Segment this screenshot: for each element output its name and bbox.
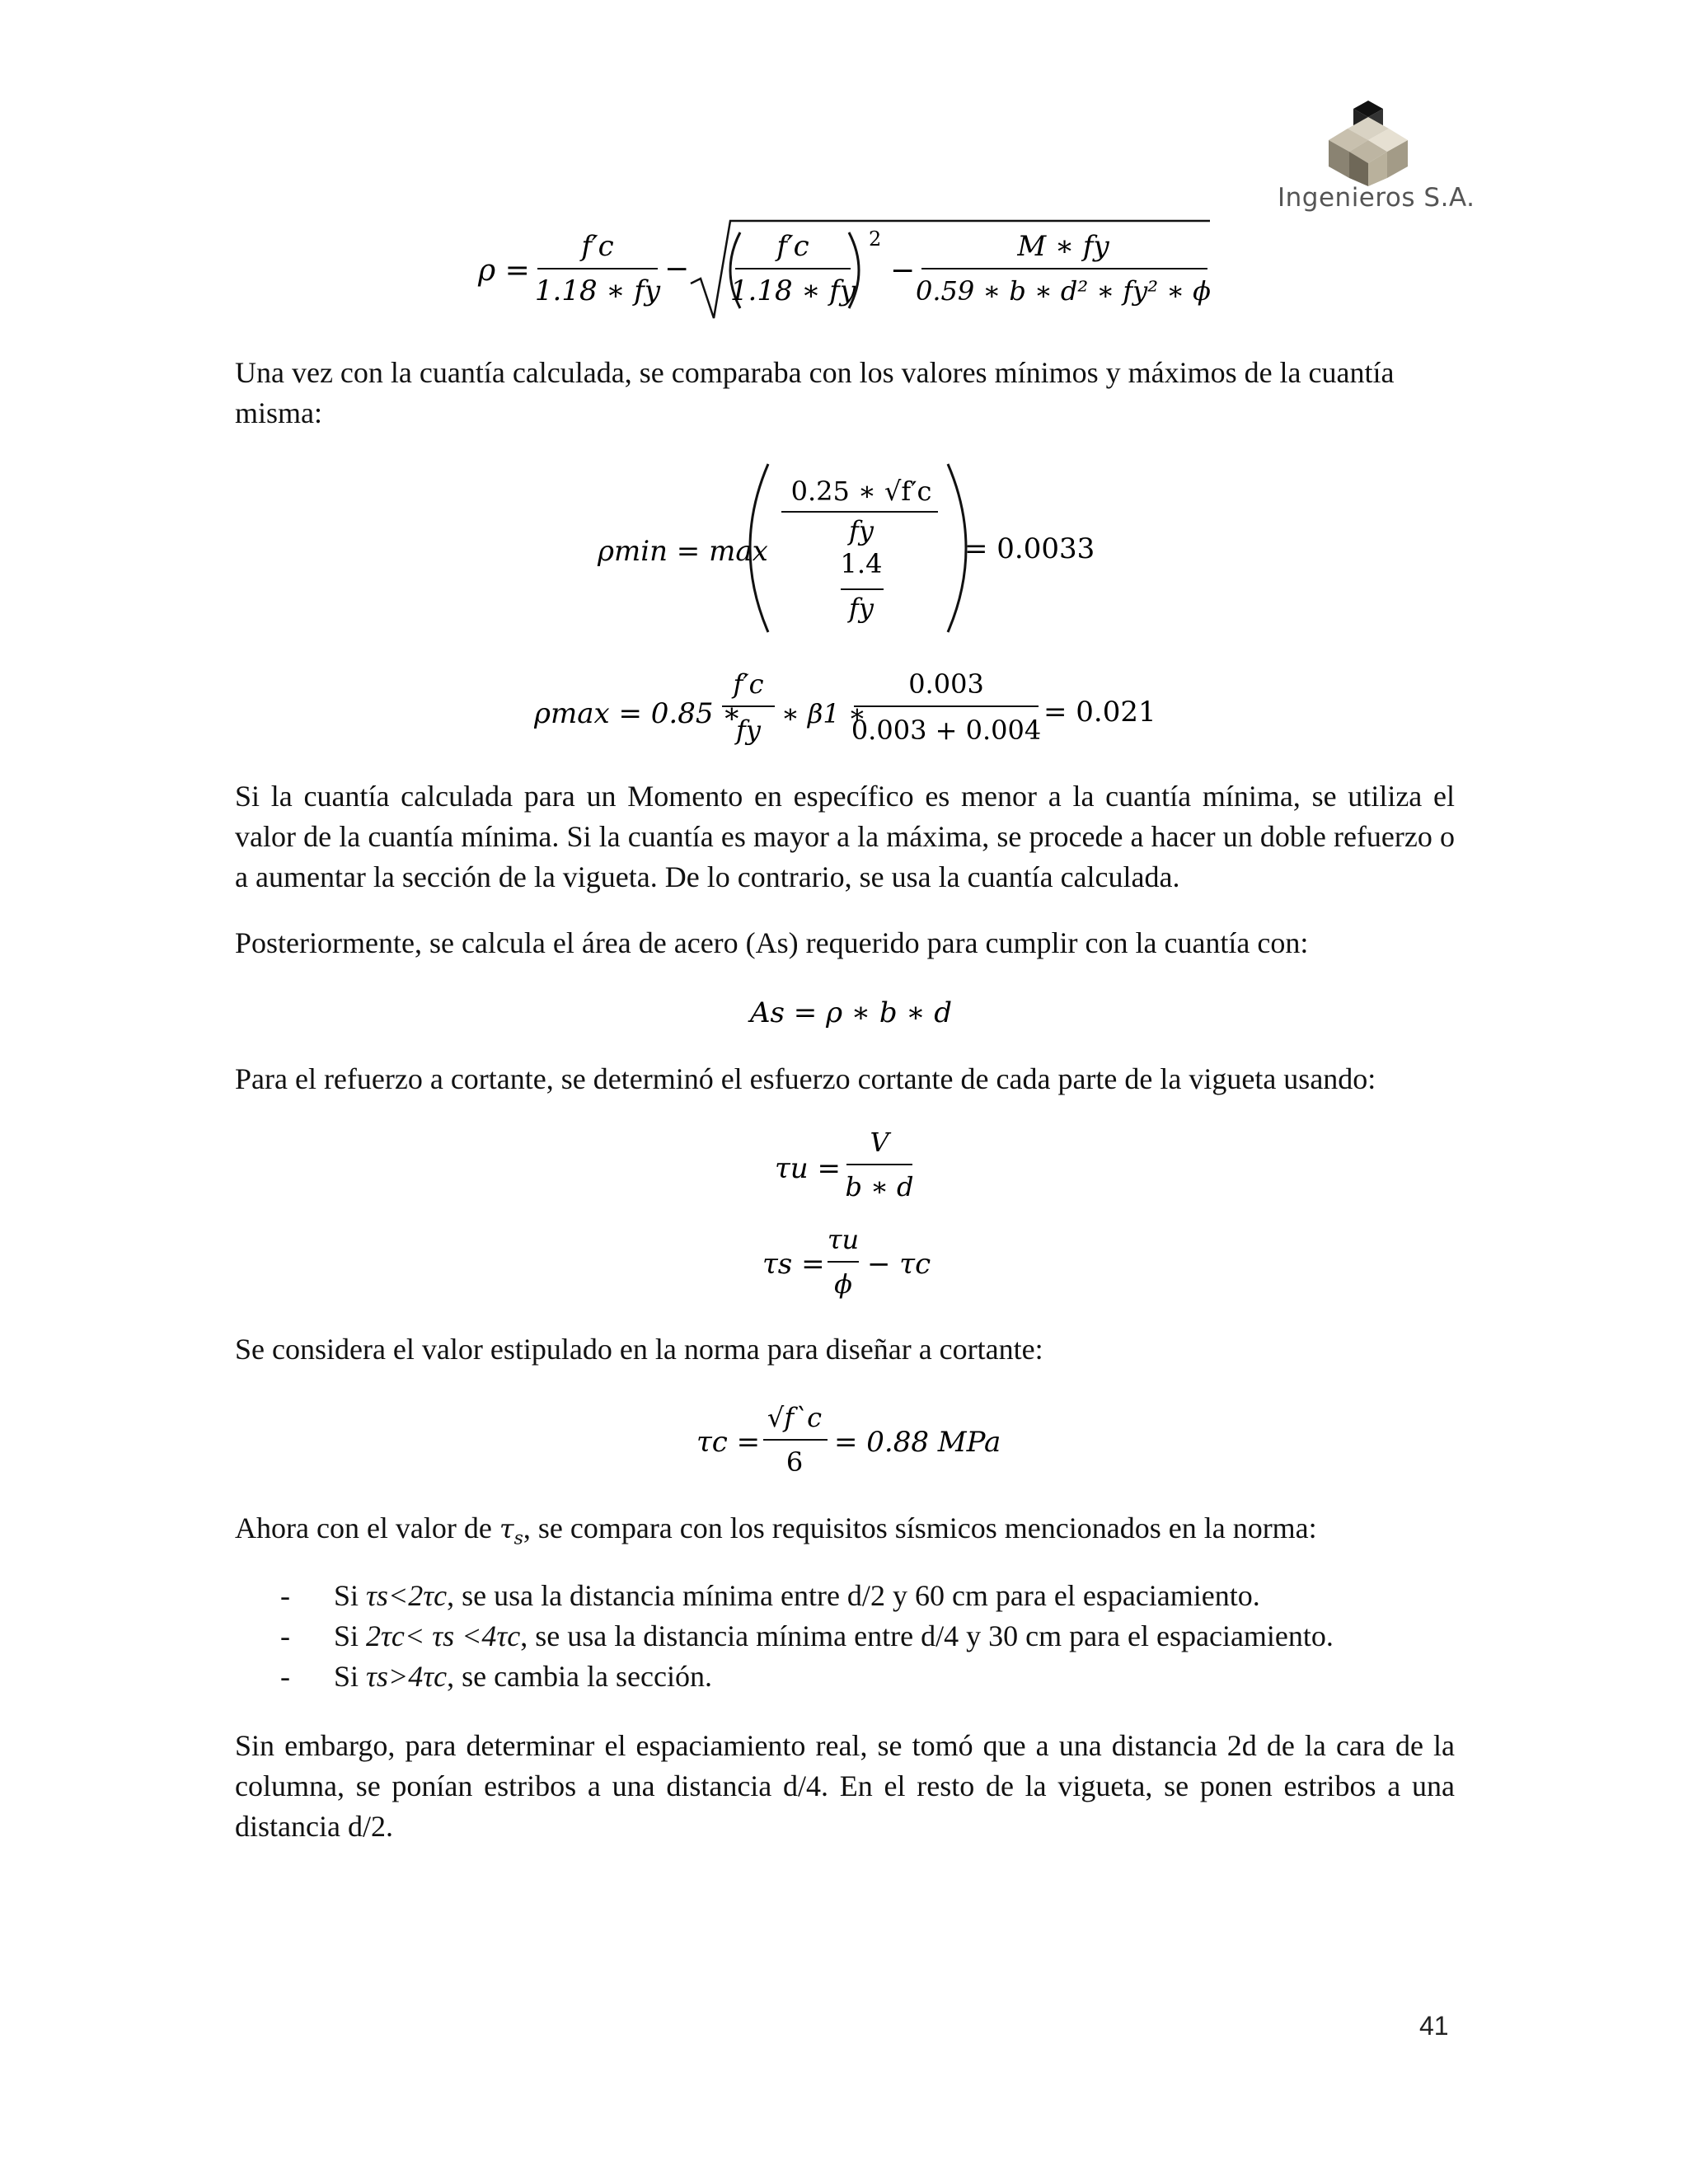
eq-rhomin-top-num: 0.25 ∗ √f′c — [790, 476, 932, 507]
eq-taus-rest: − τc — [867, 1248, 931, 1281]
bullet-condition: τs>4τc — [366, 1660, 448, 1693]
eq-rho-inner-den: 1.18 ∗ fy — [729, 274, 856, 307]
eq-rhomin-top-den: fy — [849, 515, 874, 546]
eq-tauc-num: √f`c — [767, 1402, 823, 1433]
eq-tauc-result: = 0.88 MPa — [834, 1426, 1001, 1459]
eq-rhomax-result: = 0.021 — [1043, 696, 1156, 729]
paragraph-4: Para el refuerzo a cortante, se determinó el esfuerzo cortante de cada parte de la vigueta usando: — [235, 1062, 1376, 1095]
eq-rho-den2: 0.59 ∗ b ∗ d² ∗ fy² ∗ ϕ — [916, 275, 1211, 307]
eq-rhomin-bot-den: fy — [849, 593, 874, 624]
eq-taus-lhs: τs = — [762, 1248, 825, 1281]
equation-tau-u — [771, 1125, 935, 1216]
paragraph-7: Sin embargo, para determinar el espaciamiento real, se tomó que a una distancia 2d de la cara de la columna, se ponían estribos a una distancia d/4. En el resto de la vigueta, se ponen estribos a una distancia d/2. — [235, 1729, 1455, 1843]
eq-rho-power: 2 — [869, 227, 882, 251]
bullet-dash: - — [280, 1660, 290, 1693]
equation-rho-min — [593, 457, 1170, 639]
paragraph-2: Si la cuantía calculada para un Momento en específico es menor a la cuantía mínima, se utiliza el valor de la cuantía mínima. Si la cuantía es mayor a la máxima, se procede a hacer un doble refuerzo o a aumentar la sección de la vigueta. De lo contrario, se usa la cuantía calculada. — [235, 780, 1455, 893]
eq-as: As = ρ ∗ b ∗ d — [750, 996, 953, 1029]
bullet-text: , se usa la distancia mínima entre d/4 y 30 cm para el espaciamiento. — [520, 1619, 1334, 1652]
eq-tauc-lhs: τc = — [696, 1426, 761, 1459]
eq-tauu-lhs: τu = — [775, 1152, 842, 1185]
bullet-condition: τs<2τc — [366, 1579, 448, 1612]
eq-rhomin-result: = 0.0033 — [964, 532, 1095, 565]
page-number: 41 — [1419, 2011, 1449, 2041]
paragraph-5: Se considera el valor estipulado en la norma para diseñar a cortante: — [235, 1333, 1043, 1366]
eq-rhomax-f2-num: 0.003 — [908, 668, 984, 700]
eq-rho-num2: M ∗ fy — [1017, 230, 1109, 263]
eq-rhomax-mid: ∗ β1 ∗ — [781, 698, 866, 729]
eq-taus-den: ϕ — [834, 1268, 852, 1300]
bullet-item-1 — [280, 1576, 1260, 1616]
eq-tauc-den: 6 — [785, 1446, 804, 1478]
eq-rhomax-f2-den: 0.003 + 0.004 — [851, 715, 1042, 746]
bullet-pre: Si — [334, 1619, 367, 1652]
bullet-pre: Si — [334, 1660, 367, 1693]
paragraph-6-pre: Ahora con el valor de — [235, 1511, 499, 1544]
eq-tauu-num: V — [870, 1127, 889, 1158]
paragraph-6-post: , se compara con los requisitos sísmicos mencionados en la norma: — [523, 1511, 1317, 1544]
bullet-dash: - — [280, 1619, 290, 1652]
bullet-condition: 2τc< τs <4τc — [366, 1619, 521, 1652]
eq-taus-num: τu — [827, 1224, 860, 1255]
equation-tau-c — [692, 1397, 1006, 1488]
eq-rhomin-lhs: ρmin = max — [598, 535, 768, 568]
equation-rho-max — [534, 663, 1177, 754]
equation-rho — [470, 214, 1220, 330]
bullet-pre: Si — [334, 1579, 367, 1612]
company-name: Ingenieros S.A. — [1278, 183, 1475, 213]
bullet-dash: - — [280, 1579, 290, 1612]
eq-rho-minus2: − — [890, 254, 916, 288]
eq-rho-den: 1.18 ∗ fy — [534, 274, 661, 307]
eq-rhomax-f1-den: fy — [736, 715, 761, 746]
paragraph-1: Una vez con la cuantía calculada, se comparaba con los valores mínimos y máximos de la cuantía misma: — [235, 356, 1395, 429]
bullet-item-2 — [280, 1616, 1334, 1657]
eq-rhomin-bot-num: 1.4 — [840, 548, 883, 579]
eq-rho-lhs: ρ = — [478, 254, 530, 288]
paragraph-3: Posteriormente, se calcula el área de acero (As) requerido para cumplir con la cuantía con: — [235, 926, 1309, 959]
tau-s-symbol: $\tau_s$ — [499, 1513, 523, 1549]
equation-as — [746, 989, 960, 1038]
bullet-item-3 — [280, 1657, 712, 1697]
eq-rho-inner-num: f′c — [776, 230, 809, 263]
eq-rhomax-f1-num: f′c — [733, 668, 764, 700]
eq-rho-minus: − — [664, 252, 690, 286]
equation-tau-s — [758, 1224, 940, 1306]
eq-rhomax-lhs: ρmax = 0.85 ∗ — [534, 697, 742, 730]
eq-tauu-den: b ∗ d — [845, 1171, 914, 1202]
bullet-text: , se cambia la sección. — [447, 1660, 712, 1693]
bullet-text: , se usa la distancia mínima entre d/2 y 60 cm para el espaciamiento. — [447, 1579, 1260, 1612]
paragraph-6 — [235, 1508, 1455, 1558]
eq-rho-num: f′c — [581, 230, 614, 263]
